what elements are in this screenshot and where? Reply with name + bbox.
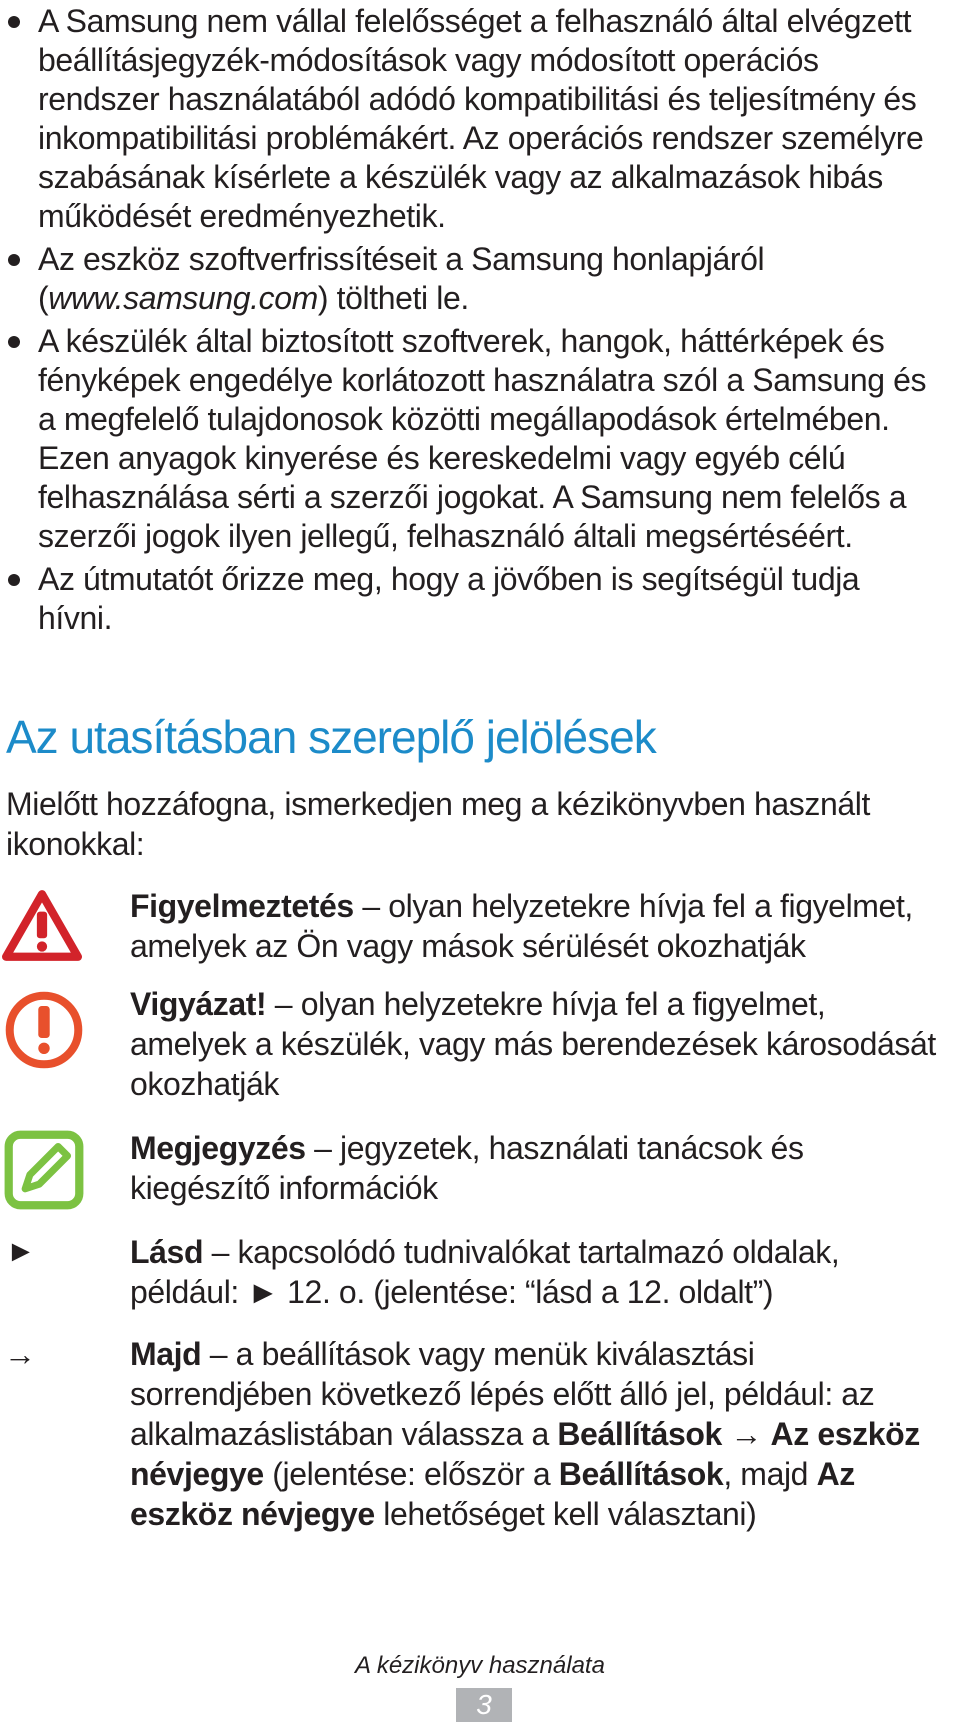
samsung-url-link[interactable]: www.samsung.com [48,280,318,316]
intro-text: Mielőtt hozzáfogna, ismerkedjen meg a kézikönyvben használt ikonokkal: [6,786,870,862]
section-heading: Az utasításban szereplő jelölések [6,711,656,763]
refer-triangle-icon: ► [6,1235,36,1268]
arrow-right-icon: → [4,1336,36,1372]
bullet-item: A Samsung nem vállal felelősséget a felhasználó által elvégzett beállításjegyzék-módosítások vagy módosított operációs rendszer használatából adódó kompatibilitási és teljesítmény és inkompatibilitási problémákért. Az operációs rendszer személyre szabásának kísérlete a készülék vagy az alkalmazások hibás működését eredményezhetik. [6,2,952,236]
bullet-item: Az útmutatót őrizze meg, hogy a jövőben is segítségül tudja hívni. [6,560,952,638]
bullet-item: A készülék által biztosított szoftverek, hangok, háttérképek és fényképek engedélye korlátozott használatra szól a Samsung és a megfelelő tulajdonosok közötti megállapodások értelmében. Ezen anyagok kinyerése és kereskedelmi vagy egyéb célú felhasználása sérti a szerzői jogokat. A Samsung nem felelős a szerzői jogok ilyen jellegű, felhasználó általi megsértéséért. [6,322,952,556]
bullet-dot [8,254,20,266]
page-number: 3 [456,1688,512,1722]
bullet-dot [8,336,20,348]
symbol-note-description: Megjegyzés – jegyzetek, használati tanácsok és kiegészítő információk [130,1130,804,1206]
caution-exclamation-icon [4,990,84,1070]
bullet-dot [8,16,20,28]
bullet-dot [8,574,20,586]
footer-section-title: A kézikönyv használata [355,1652,605,1679]
note-pencil-icon [4,1130,84,1210]
symbol-warning-description: Figyelmeztetés – olyan helyzetekre hívja fel a figyelmet, amelyek az Ön vagy mások sérülését okozhatják [130,888,913,964]
symbol-followed-description: Majd – a beállítások vagy menük kiválasztási sorrendjében következő lépés előtt álló jel, például: az alkalmazáslistában válassza a Beállítások → Az eszköz névjegye (jelentése: először a Beállítások, majd Az eszköz névjegye lehetőséget kell választani) [130,1336,920,1532]
warning-triangle-icon [2,886,82,966]
symbol-caution-description: Vigyázat! – olyan helyzetekre hívja fel a figyelmet, amelyek a készülék, vagy más berendezések károsodását okozhatják [130,986,936,1102]
symbol-refer-description: Lásd – kapcsolódó tudnivalókat tartalmazó oldalak, például: ► 12. o. (jelentése: “lásd a 12. oldalt”) [130,1234,840,1310]
bullet-item: Az eszköz szoftverfrissítéseit a Samsung honlapjáról (www.samsung.com) töltheti le. [6,240,952,318]
bullet-list [6,0,952,642]
